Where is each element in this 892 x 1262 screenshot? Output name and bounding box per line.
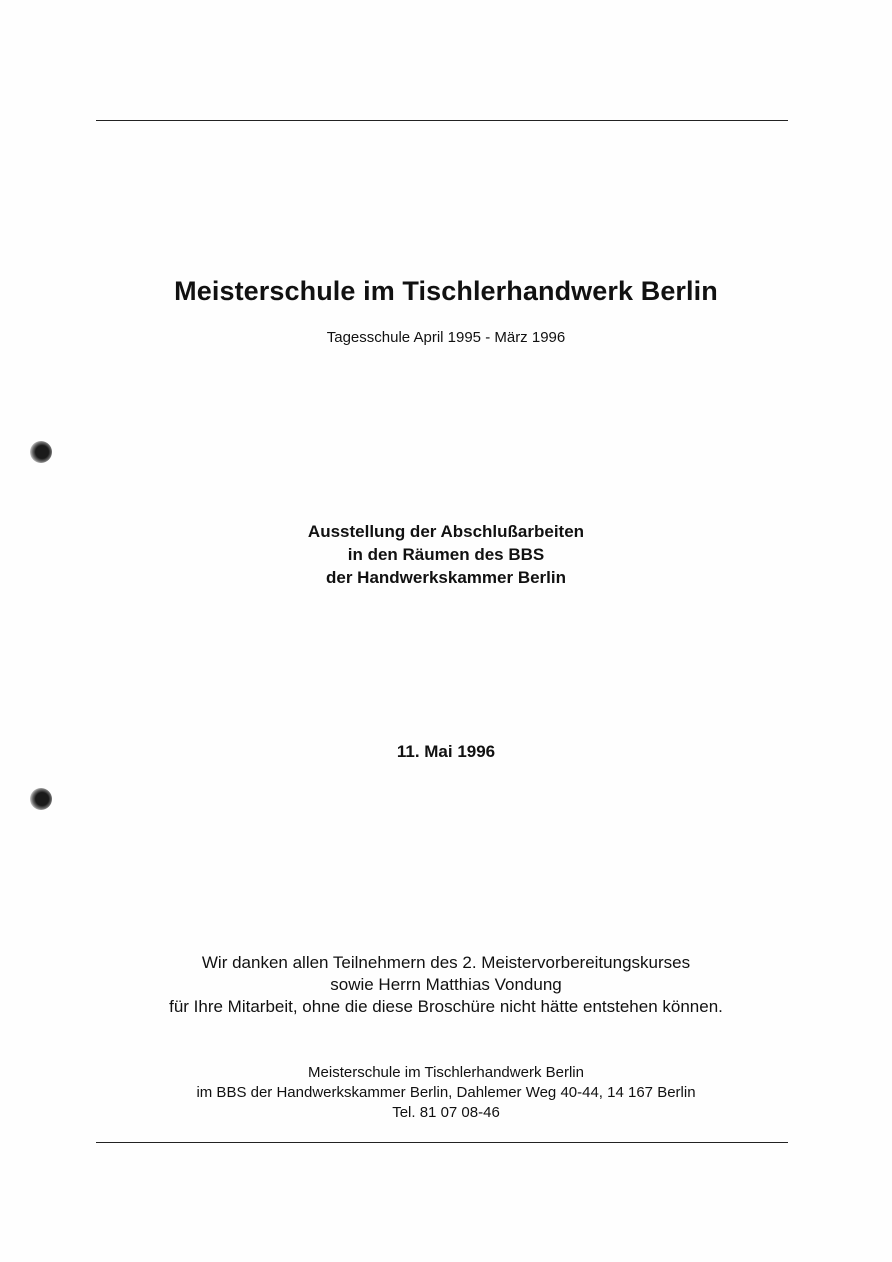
event-date: 11. Mai 1996 bbox=[396, 742, 496, 761]
acknowledgement bbox=[0, 952, 892, 1018]
top-rule bbox=[96, 120, 788, 121]
bottom-rule bbox=[96, 1142, 788, 1143]
document-title: Meisterschule im Tischlerhandwerk Berlin bbox=[174, 276, 718, 306]
punch-hole-top bbox=[30, 441, 52, 463]
acknowledgement-line: Wir danken allen Teilnehmern des 2. Meistervorbereitungskurses bbox=[201, 953, 691, 972]
school-address bbox=[0, 1063, 892, 1123]
address-line: im BBS der Handwerkskammer Berlin, Dahlemer Weg 40-44, 14 167 Berlin bbox=[196, 1084, 696, 1101]
exhibition-line: in den Räumen des BBS bbox=[347, 545, 545, 564]
address-line: Tel. 81 07 08-46 bbox=[392, 1104, 500, 1121]
exhibition-line: Ausstellung der Abschlußarbeiten bbox=[307, 522, 585, 541]
exhibition-line: der Handwerkskammer Berlin bbox=[326, 568, 566, 587]
acknowledgement-line: für Ihre Mitarbeit, ohne die diese Broschüre nicht hätte entstehen können. bbox=[169, 997, 723, 1016]
acknowledgement-line: sowie Herrn Matthias Vondung bbox=[330, 975, 562, 994]
punch-hole-bottom bbox=[30, 788, 52, 810]
document-subtitle: Tagesschule April 1995 - März 1996 bbox=[326, 329, 566, 346]
exhibition-heading bbox=[0, 520, 892, 589]
address-line: Meisterschule im Tischlerhandwerk Berlin bbox=[308, 1064, 584, 1081]
